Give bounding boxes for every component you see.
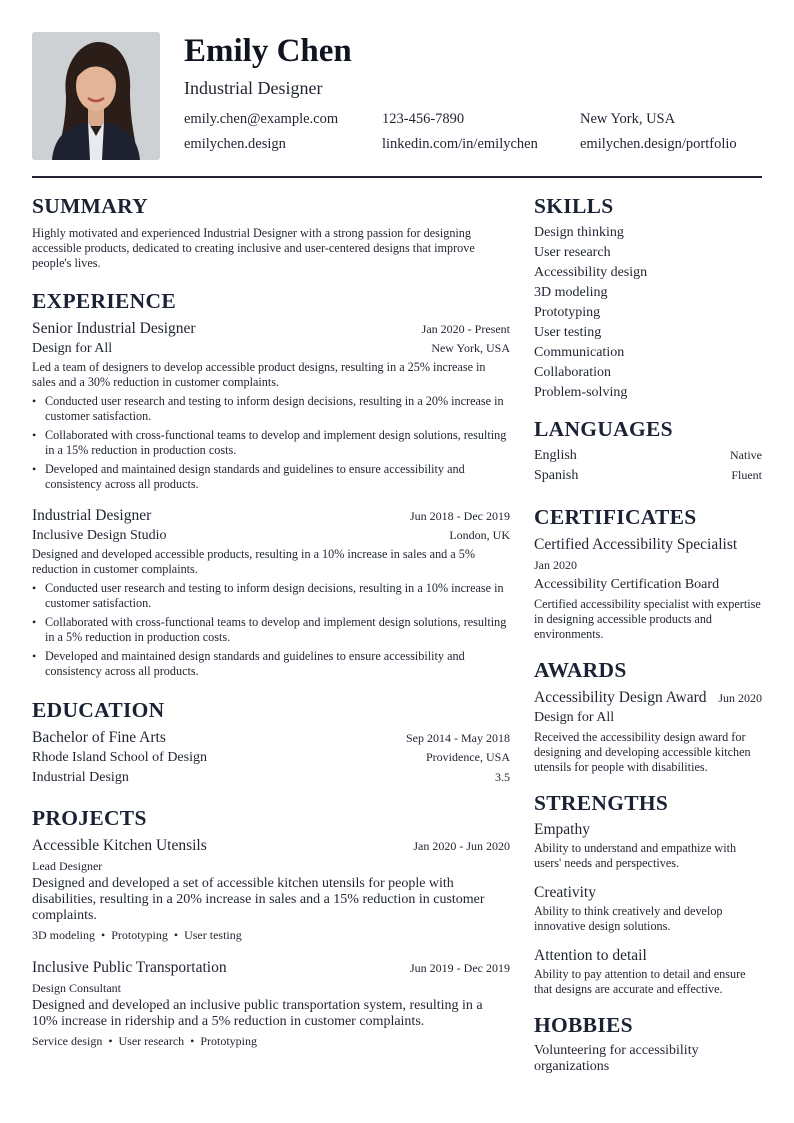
award-date: Jun 2020 xyxy=(718,691,762,705)
job-description: Led a team of designers to develop accessible product designs, resulting in a 25% increase in sales and a 30% reduction in customer complaints. xyxy=(32,360,486,389)
project-entry xyxy=(32,958,510,1049)
language-name: English xyxy=(534,448,577,463)
job-company: Inclusive Design Studio xyxy=(32,528,167,543)
job-bullet: • Conducted user research and testing to inform design decisions, resulting in a 20% increase in customer satisfaction. xyxy=(32,394,510,424)
education-degree: Bachelor of Fine Arts xyxy=(32,729,166,746)
hobbies-heading: HOBBIES xyxy=(534,1013,633,1037)
project-tags: 3D modeling • Prototyping • User testing xyxy=(32,928,242,942)
summary-heading: SUMMARY xyxy=(32,194,148,218)
education-school: Rhode Island School of Design xyxy=(32,750,207,765)
project-tag: Prototyping xyxy=(111,928,168,942)
project-entry xyxy=(32,836,510,943)
project-tag: Service design xyxy=(32,1034,103,1048)
skill-item: Design thinking xyxy=(534,225,624,240)
strength-name: Empathy xyxy=(534,821,590,838)
contact-email[interactable]: emily.chen@example.com xyxy=(184,111,339,127)
award-description: Received the accessibility design award for designing and developing accessible kitchen utensils for people with disabilities. xyxy=(534,730,751,774)
contact-location: New York, USA xyxy=(580,111,676,127)
profile-photo xyxy=(32,32,160,160)
skill-item: User testing xyxy=(534,325,602,340)
sidebar-column xyxy=(534,193,762,1075)
strength-description: Ability to pay attention to detail and ensure that designs are accurate and effective. xyxy=(534,967,746,996)
certificate-issuer: Accessibility Certification Board xyxy=(534,577,720,592)
project-tags: Service design • User research • Prototyping xyxy=(32,1034,258,1048)
certificates-heading: CERTIFICATES xyxy=(534,505,697,529)
awards-heading: AWARDS xyxy=(534,658,627,682)
strength-entry xyxy=(534,883,762,934)
languages-list xyxy=(534,446,762,486)
summary-text: Highly motivated and experienced Industrial Designer with a strong passion for designing accessible products, dedicated to creating inclusive and user-centered designs that improve people's lives. xyxy=(32,226,475,270)
skill-item: Problem-solving xyxy=(534,385,628,400)
language-level: Native xyxy=(730,448,762,462)
skill-item: Communication xyxy=(534,345,625,360)
certificate-entry xyxy=(534,535,762,642)
language-row xyxy=(534,466,762,486)
project-tag: Prototyping xyxy=(200,1034,258,1048)
certificate-date: Jan 2020 xyxy=(534,558,577,572)
project-role: Design Consultant xyxy=(32,981,121,995)
job-dates: Jan 2020 - Present xyxy=(421,322,510,336)
education-dates: Sep 2014 - May 2018 xyxy=(406,731,510,745)
job-location: London, UK xyxy=(449,528,510,542)
project-description: Designed and developed an inclusive public transportation system, resulting in a 10% increase in ridership and a 5% reduction in customer complaints. xyxy=(32,998,483,1029)
projects-heading: PROJECTS xyxy=(32,806,147,830)
project-dates: Jan 2020 - Jun 2020 xyxy=(413,839,510,853)
skills-heading: SKILLS xyxy=(534,194,614,218)
job-bullet: • Developed and maintained design standards and guidelines to ensure accessibility and consistency across all products. xyxy=(32,462,510,492)
project-name: Accessible Kitchen Utensils xyxy=(32,837,207,854)
candidate-name: Emily Chen xyxy=(184,33,352,69)
strength-description: Ability to think creatively and develop innovative design solutions. xyxy=(534,904,723,933)
experience-entry xyxy=(32,506,510,679)
project-tag: User research xyxy=(118,1034,185,1048)
award-entry xyxy=(534,688,762,775)
job-bullets xyxy=(32,394,510,492)
education-gpa: 3.5 xyxy=(495,770,510,784)
project-description: Designed and developed a set of accessible kitchen utensils for people with disabilities, resulting in a 20% increase in sales and a 15% reduction in customer complaints. xyxy=(32,876,485,923)
language-name: Spanish xyxy=(534,468,579,483)
experience-entry xyxy=(32,319,510,492)
language-row xyxy=(534,446,762,466)
strength-name: Attention to detail xyxy=(534,947,647,964)
strength-description: Ability to understand and empathize with users' needs and perspectives. xyxy=(534,841,737,870)
award-issuer: Design for All xyxy=(534,710,615,725)
strength-entry xyxy=(534,820,762,871)
main-column xyxy=(32,193,510,1049)
contact-website[interactable]: emilychen.design xyxy=(184,136,286,152)
header-divider xyxy=(32,176,762,178)
certificate-name: Certified Accessibility Specialist xyxy=(534,536,738,553)
education-entry xyxy=(32,728,510,788)
resume-header xyxy=(32,32,762,160)
candidate-title: Industrial Designer xyxy=(184,78,323,98)
hobbies-text: Volunteering for accessibility organizations xyxy=(534,1043,699,1074)
education-heading: EDUCATION xyxy=(32,698,165,722)
skill-item: User research xyxy=(534,245,611,260)
job-dates: Jun 2018 - Dec 2019 xyxy=(410,509,510,523)
skill-item: Prototyping xyxy=(534,305,601,320)
job-bullet: • Conducted user research and testing to inform design decisions, resulting in a 10% increase in customer satisfaction. xyxy=(32,581,510,611)
contact-linkedin[interactable]: linkedin.com/in/emilychen xyxy=(382,136,538,152)
project-name: Inclusive Public Transportation xyxy=(32,959,227,976)
project-dates: Jun 2019 - Dec 2019 xyxy=(410,961,510,975)
job-role: Industrial Designer xyxy=(32,507,152,524)
skills-list xyxy=(534,223,762,403)
job-location: New York, USA xyxy=(431,341,510,355)
project-role: Lead Designer xyxy=(32,859,103,873)
job-description: Designed and developed accessible products, resulting in a 10% increase in sales and a 5% reduction in customer complaints. xyxy=(32,547,476,576)
project-tag: 3D modeling xyxy=(32,928,95,942)
strength-entry xyxy=(534,946,762,997)
portrait-image xyxy=(32,32,160,160)
job-bullet: • Collaborated with cross-functional teams to develop and implement design solutions, resulting in a 5% reduction in production costs. xyxy=(32,615,510,645)
strengths-heading: STRENGTHS xyxy=(534,791,669,815)
skill-item: 3D modeling xyxy=(534,285,608,300)
strength-name: Creativity xyxy=(534,884,596,901)
contact-phone: 123-456-7890 xyxy=(382,111,465,127)
education-location: Providence, USA xyxy=(426,750,510,764)
job-company: Design for All xyxy=(32,341,113,356)
contact-portfolio[interactable]: emilychen.design/portfolio xyxy=(580,136,737,152)
job-bullet: • Developed and maintained design standards and guidelines to ensure accessibility and consistency across all products. xyxy=(32,649,510,679)
skill-item: Collaboration xyxy=(534,365,611,380)
project-tag: User testing xyxy=(184,928,242,942)
job-bullet: • Collaborated with cross-functional teams to develop and implement design solutions, resulting in a 15% reduction in production costs. xyxy=(32,428,510,458)
languages-heading: LANGUAGES xyxy=(534,417,673,441)
experience-heading: EXPERIENCE xyxy=(32,289,176,313)
award-name: Accessibility Design Award xyxy=(534,689,707,706)
certificate-description: Certified accessibility specialist with expertise in designing accessible products and environments. xyxy=(534,597,761,641)
language-level: Fluent xyxy=(731,468,762,482)
education-field: Industrial Design xyxy=(32,770,129,785)
job-role: Senior Industrial Designer xyxy=(32,320,196,337)
skill-item: Accessibility design xyxy=(534,265,648,280)
job-bullets xyxy=(32,581,510,679)
